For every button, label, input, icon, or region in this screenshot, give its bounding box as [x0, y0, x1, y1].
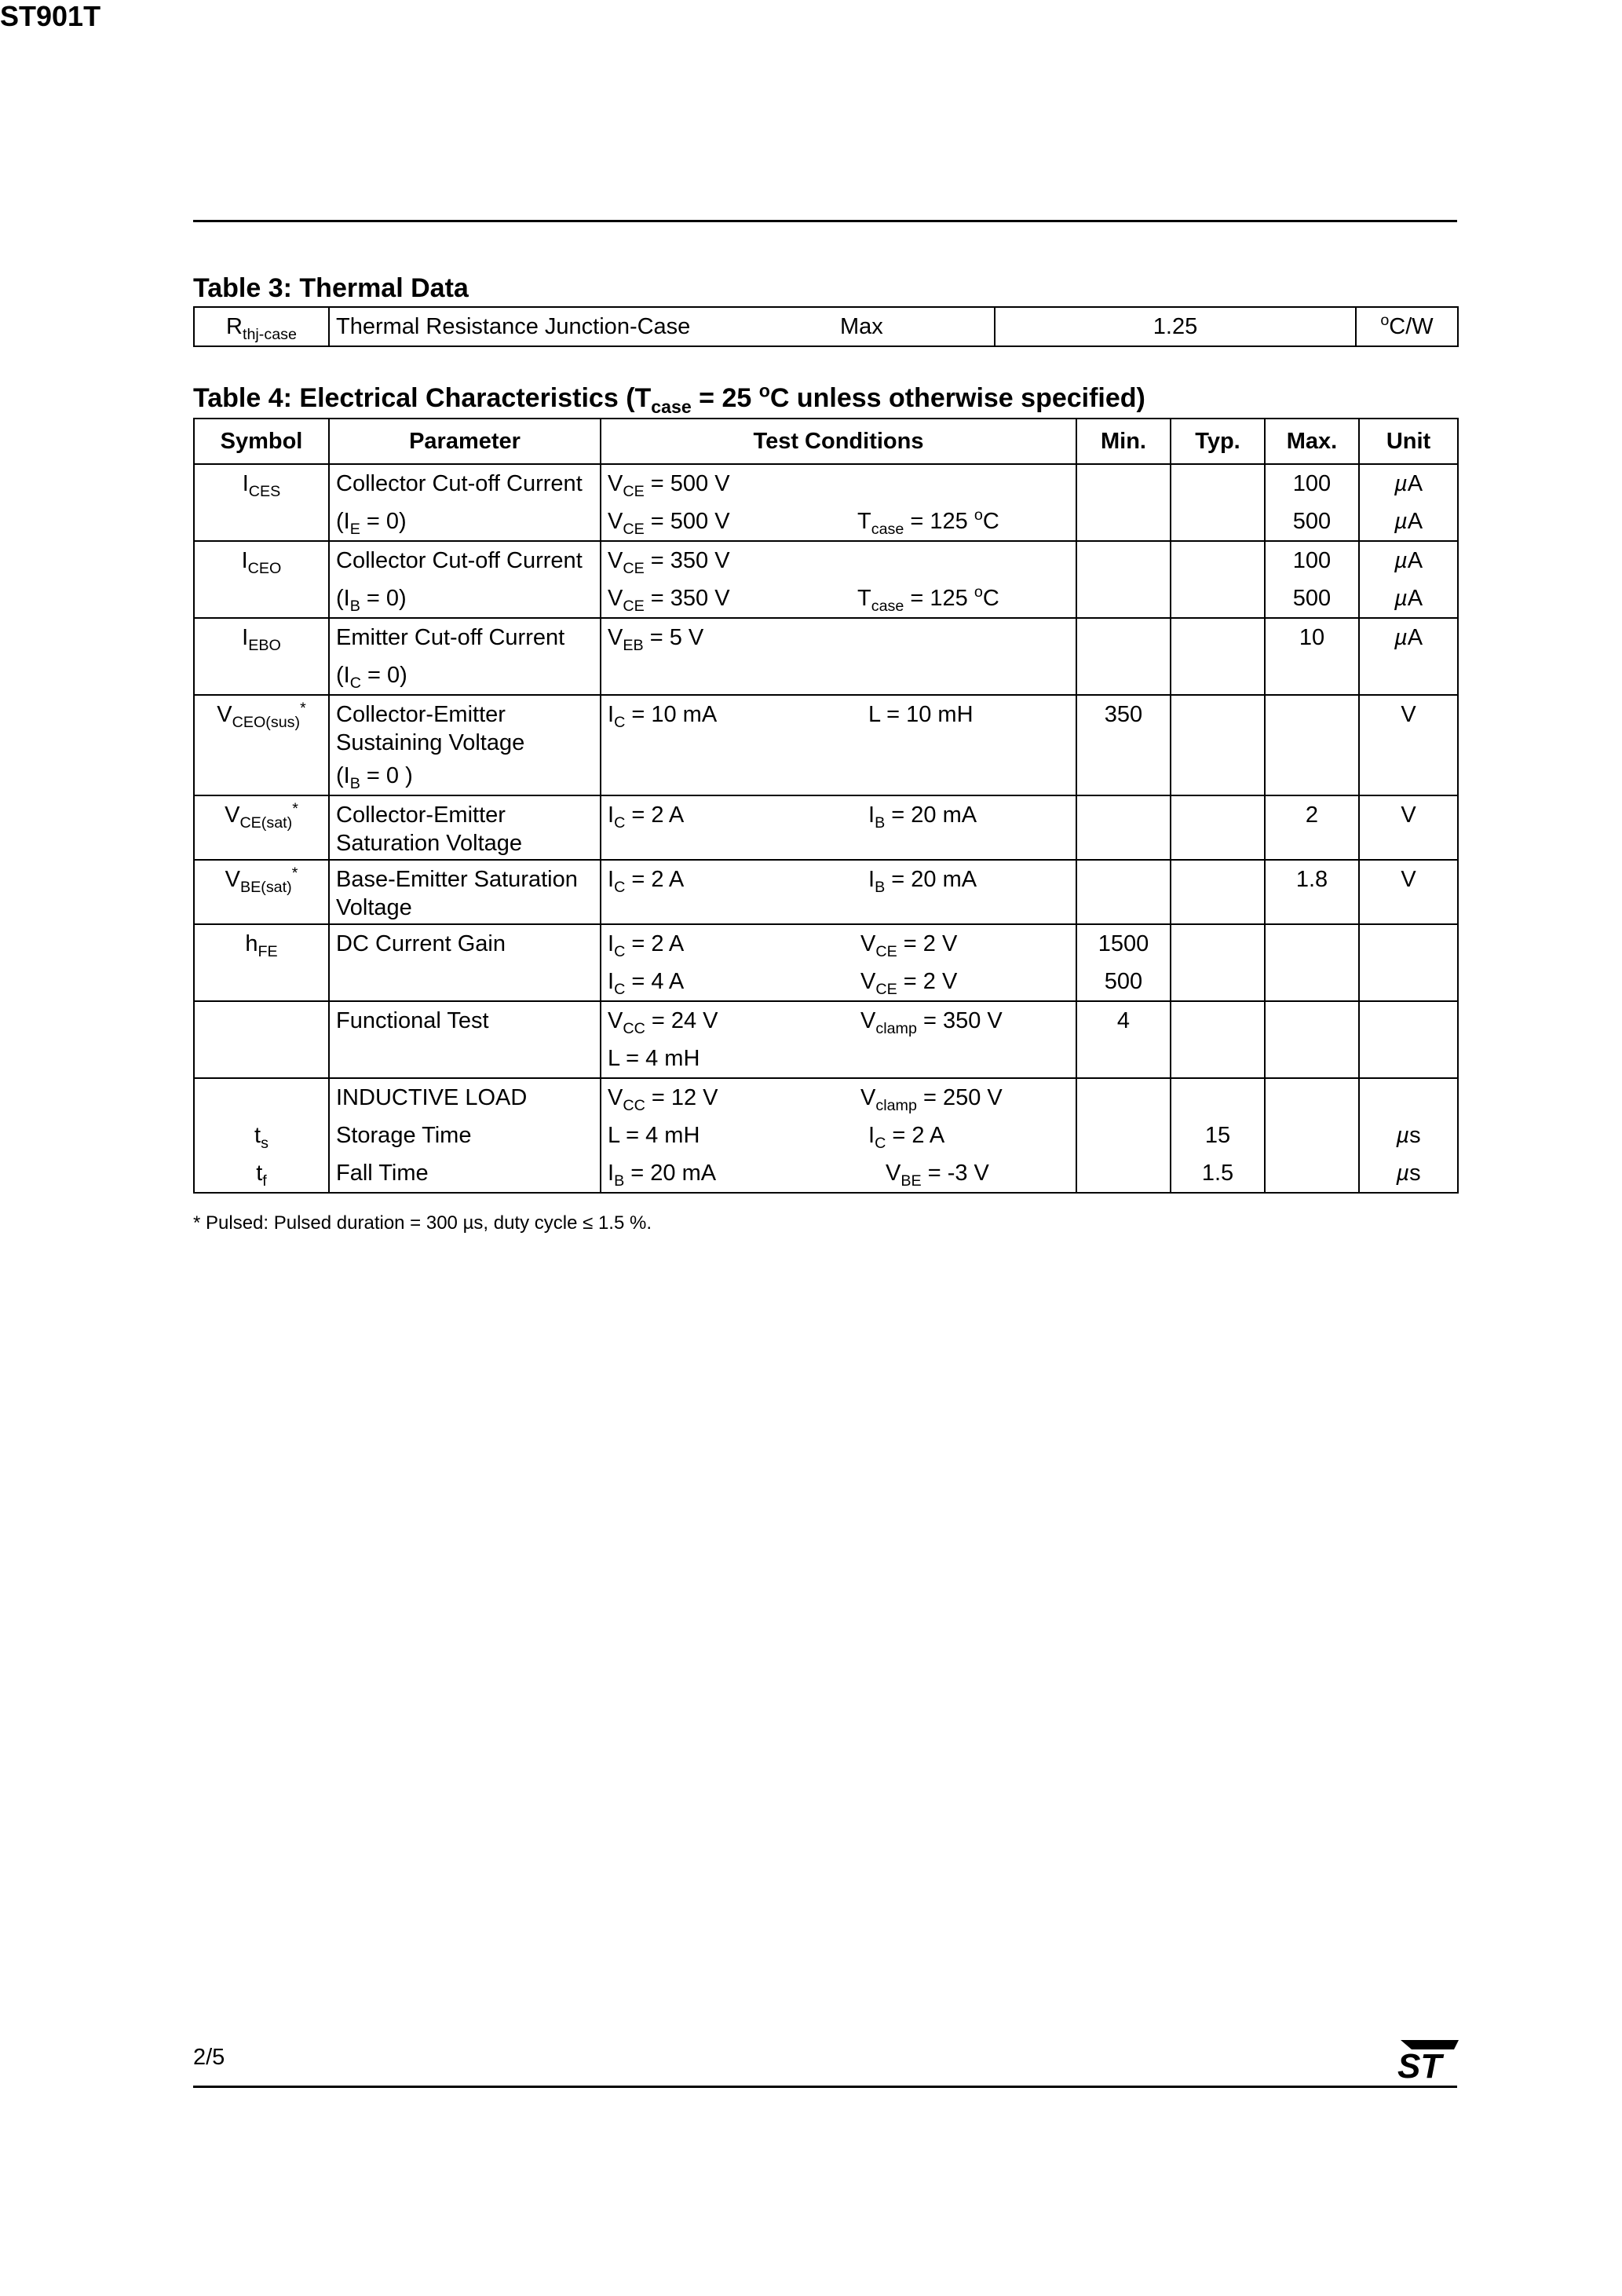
header-rule — [193, 220, 1457, 222]
row-parameter: Collector-Emitter Sustaining Voltage ($I_B = 0$ ) — [329, 695, 601, 795]
header-unit: Unit — [1359, 419, 1458, 464]
row-symbol: $h_{FE}$ — [194, 924, 329, 1001]
row-typ — [1171, 860, 1265, 924]
row-max: 10 — [1265, 618, 1359, 695]
part-number-header: ST901T — [0, 0, 101, 32]
thermal-row — [194, 307, 1458, 346]
row-typ — [1171, 464, 1265, 541]
header-symbol: Symbol — [194, 419, 329, 464]
table-header-row — [194, 419, 1458, 464]
row-max — [1265, 1078, 1359, 1193]
table-row — [194, 1078, 1458, 1193]
row-unit: V — [1359, 695, 1458, 795]
row-test-conditions: $V_{CE} = 350$ V $V_{CE} = 350$ V $T_{case} = 125$ $^o$C — [601, 541, 1076, 618]
row-parameter: Collector Cut-off Current $(I_B = 0)$ — [329, 541, 601, 618]
table-row — [194, 695, 1458, 795]
row-min: 4 — [1076, 1001, 1171, 1078]
row-parameter: Base-Emitter Saturation Voltage — [329, 860, 601, 924]
row-unit: µs µs — [1359, 1078, 1458, 1193]
page-number: 2/5 — [193, 2045, 225, 2070]
row-symbol: $V_{CEO(sus)}^*$ — [194, 695, 329, 795]
footer-rule — [193, 2086, 1457, 2088]
electrical-characteristics-table — [193, 418, 1459, 1194]
table-row — [194, 924, 1458, 1001]
header-parameter: Parameter — [329, 419, 601, 464]
row-parameter: Collector-Emitter Saturation Voltage — [329, 795, 601, 860]
row-max: 100 500 — [1265, 464, 1359, 541]
table-row — [194, 618, 1458, 695]
row-symbol — [194, 1001, 329, 1078]
row-parameter: INDUCTIVE LOAD Storage Time Fall Time — [329, 1078, 601, 1193]
row-symbol: $V_{BE(sat)}^*$ — [194, 860, 329, 924]
thermal-data-table — [193, 306, 1459, 347]
row-unit: µA µA — [1359, 541, 1458, 618]
row-parameter: Functional Test — [329, 1001, 601, 1078]
row-max — [1265, 695, 1359, 795]
row-symbol: $t_s$ $t_f$ — [194, 1078, 329, 1193]
table4-title: Table 4: Electrical Characteristics ($T_{case} = 25$ $^o$C unless otherwise specified) — [193, 380, 1145, 418]
row-typ — [1171, 618, 1265, 695]
row-unit: µA — [1359, 618, 1458, 695]
table-row — [194, 795, 1458, 860]
thermal-symbol: $R_{thj-case}$ — [194, 307, 329, 346]
row-typ — [1171, 924, 1265, 1001]
thermal-unit: $^o$C/W — [1356, 307, 1458, 346]
row-parameter: Collector Cut-off Current $(I_E = 0)$ — [329, 464, 601, 541]
row-min: 350 — [1076, 695, 1171, 795]
table3-title: Table 3: Thermal Data — [193, 273, 469, 303]
row-test-conditions: $I_C = 2$ A $I_B = 20$ mA — [601, 795, 1076, 860]
thermal-parameter: Thermal Resistance Junction-Case — [336, 313, 691, 339]
row-test-conditions: $V_{CC} = 24$ V $V_{clamp} = 350$ V L = 4 mH — [601, 1001, 1076, 1078]
row-typ — [1171, 541, 1265, 618]
header-test-conditions: Test Conditions — [601, 419, 1076, 464]
row-max — [1265, 1001, 1359, 1078]
table-row — [194, 860, 1458, 924]
row-test-conditions: $V_{CC} = 12$ V $V_{clamp} = 250$ V L = 4 mH $I_C = 2$ A $I_B = 20$ mA $V_{BE} = -3$ V — [601, 1078, 1076, 1193]
row-min — [1076, 618, 1171, 695]
table-row — [194, 464, 1458, 541]
row-test-conditions: $V_{EB} = 5$ V — [601, 618, 1076, 695]
row-test-conditions: $I_C = 2$ A $I_B = 20$ mA — [601, 860, 1076, 924]
row-parameter: Emitter Cut-off Current $(I_C = 0)$ — [329, 618, 601, 695]
row-symbol: $V_{CE(sat)}^*$ — [194, 795, 329, 860]
thermal-qualifier: Max — [840, 314, 883, 339]
row-max — [1265, 924, 1359, 1001]
row-unit: V — [1359, 795, 1458, 860]
row-min — [1076, 1078, 1171, 1193]
footnote: * Pulsed: Pulsed duration = 300 µs, duty cycle ≤ 1.5 %. — [193, 1212, 652, 1234]
row-unit — [1359, 924, 1458, 1001]
row-typ: 15 1.5 — [1171, 1078, 1265, 1193]
row-test-conditions: $I_C = 10$ mA L = 10 mH — [601, 695, 1076, 795]
row-typ — [1171, 795, 1265, 860]
row-min — [1076, 795, 1171, 860]
row-min — [1076, 464, 1171, 541]
row-test-conditions: $I_C = 2$ A $V_{CE} = 2$ V $I_C = 4$ A $V_{CE} = 2$ V — [601, 924, 1076, 1001]
st-logo-icon — [1390, 2038, 1460, 2084]
table-row — [194, 541, 1458, 618]
row-unit: µA µA — [1359, 464, 1458, 541]
row-symbol: $I_{CES}$ — [194, 464, 329, 541]
row-max: 1.8 — [1265, 860, 1359, 924]
row-max: 2 — [1265, 795, 1359, 860]
header-typ: Typ. — [1171, 419, 1265, 464]
row-symbol: $I_{EBO}$ — [194, 618, 329, 695]
row-typ — [1171, 1001, 1265, 1078]
row-unit: V — [1359, 860, 1458, 924]
st-logo-text: ST — [1397, 2047, 1442, 2084]
header-min: Min. — [1076, 419, 1171, 464]
row-min — [1076, 860, 1171, 924]
row-parameter: DC Current Gain — [329, 924, 601, 1001]
table-row — [194, 1001, 1458, 1078]
row-min: 1500 500 — [1076, 924, 1171, 1001]
thermal-value: 1.25 — [995, 307, 1356, 346]
row-min — [1076, 541, 1171, 618]
row-unit — [1359, 1001, 1458, 1078]
thermal-parameter-cell — [329, 307, 995, 346]
row-max: 100 500 — [1265, 541, 1359, 618]
row-symbol: $I_{CEO}$ — [194, 541, 329, 618]
header-max: Max. — [1265, 419, 1359, 464]
row-test-conditions: $V_{CE} = 500$ V $V_{CE} = 500$ V $T_{case} = 125$ $^o$C — [601, 464, 1076, 541]
row-typ — [1171, 695, 1265, 795]
